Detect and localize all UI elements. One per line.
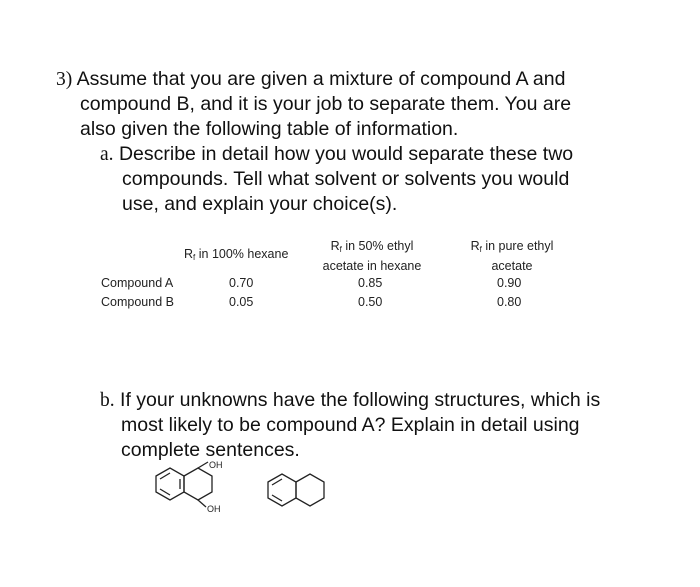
question-line-1: 3) Assume that you are given a mixture of compound A and [56, 68, 566, 90]
row-b-name: Compound B [101, 295, 174, 309]
row-a-name: Compound A [101, 276, 174, 290]
oh-label-bottom: OH [207, 504, 221, 514]
diol-structure [136, 460, 246, 516]
part-a-label: a. [100, 144, 114, 165]
right-ring [296, 474, 324, 506]
header-pure-ethyl-acetate: Rf in pure ethyl acetate [470, 239, 554, 273]
part-b-line-1: b. If your unknowns have the following structures, which is [100, 389, 601, 411]
question-line-2: compound B, and it is your job to separate them. You are [80, 93, 572, 115]
part-b-line-3: complete sentences. [121, 439, 300, 461]
hydrocarbon-structure [262, 468, 342, 508]
row-b-value-50: 0.50 [358, 295, 383, 309]
question-number: 3) [56, 69, 73, 90]
row-a-value-hexane: 0.70 [229, 276, 254, 290]
row-b-value-pure: 0.80 [497, 295, 522, 309]
oh-label-top: OH [209, 460, 223, 470]
header-hexane: Rf in 100% hexane [184, 247, 289, 262]
part-a-line-2: compounds. Tell what solvent or solvents you would [122, 168, 570, 190]
part-b-line-2: most likely to be compound A? Explain in detail using [121, 414, 580, 436]
part-a-line-1: a. Describe in detail how you would separate these two [100, 143, 574, 165]
row-b-value-hexane: 0.05 [229, 295, 254, 309]
question-line-3: also given the following table of information. [80, 118, 459, 140]
cyclohexane-ring [184, 468, 212, 500]
diol-rings [156, 462, 212, 507]
header-50-ethyl-acetate: Rf in 50% ethyl acetate in hexane [322, 239, 422, 273]
part-b [100, 388, 660, 463]
left-ring [268, 474, 296, 506]
part-b-label: b. [100, 390, 115, 411]
row-a-value-50: 0.85 [358, 276, 383, 290]
row-a-value-pure: 0.90 [497, 276, 522, 290]
question-3 [56, 67, 646, 217]
part-a-line-3: use, and explain your choice(s). [122, 193, 398, 215]
